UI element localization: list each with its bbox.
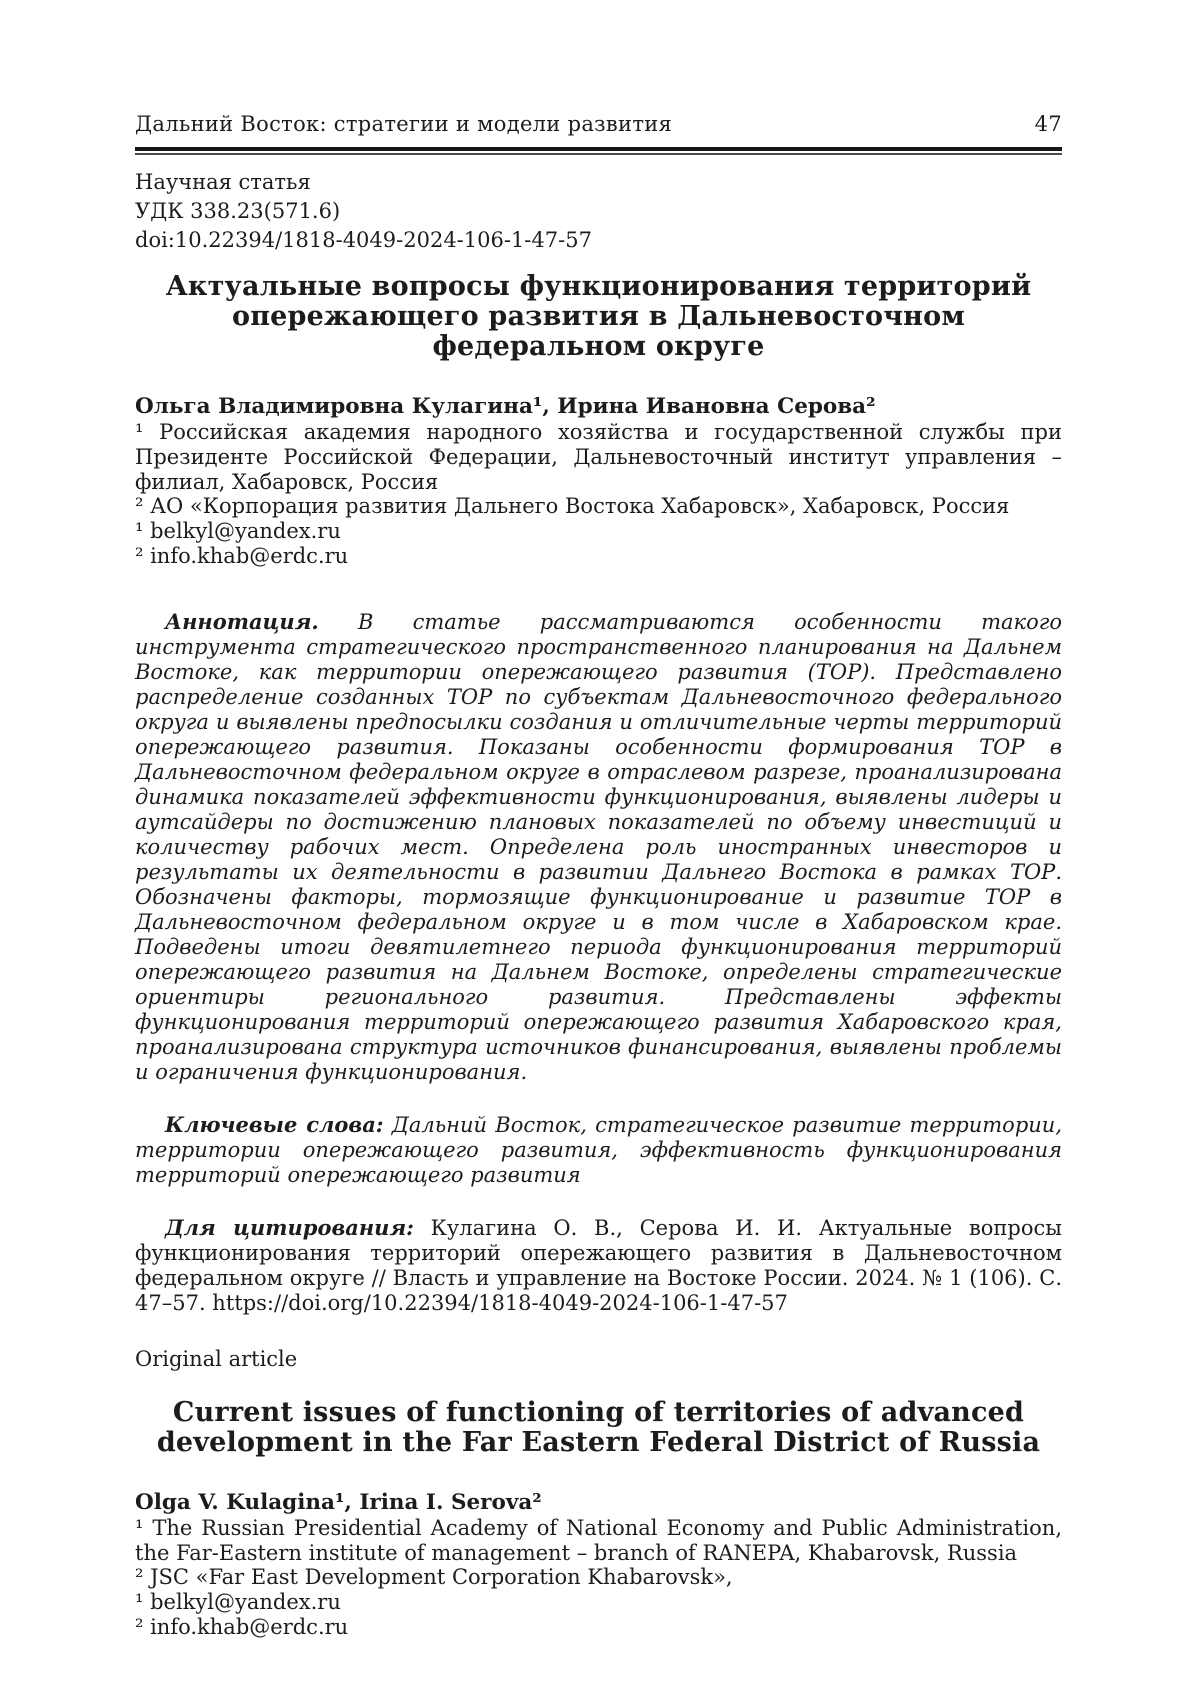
author-email-2: ² info.khab@erdc.ru xyxy=(135,543,349,568)
affiliation-ru-1: ¹ Российская академия народного хозяйства и государственной службы при Президенте Российской Федерации, Дальневосточный институт управления – филиал, Хабаровск, Россия xyxy=(135,420,1062,494)
article-title-ru xyxy=(135,272,1062,362)
citation xyxy=(135,1215,1062,1316)
article-type-en: Original article xyxy=(135,1346,298,1371)
abstract-label: Аннотация. xyxy=(165,608,319,634)
affiliations-en xyxy=(135,1516,1062,1640)
affiliations-ru xyxy=(135,420,1062,569)
citation-text: Кулагина О. В., Серова И. И. Актуальные вопросы функционирования территорий опережающего развития в Дальневосточном федеральном округе // Власть и управление на Востоке России. 2024. № 1 (106). С. 47–57. https://doi.org/10.22394/1818-4049-2024-106-1-47-57 xyxy=(135,1215,1062,1315)
keywords-text: Дальний Восток, стратегическое развитие территории, территории опережающего развития, эффективность функционирования территорий опережающего развития xyxy=(135,1112,1062,1187)
affiliation-ru-2: ² АО «Корпорация развития Дальнего Востока Хабаровск», Хабаровск, Россия xyxy=(135,494,1010,519)
running-head-title: Дальний Восток: стратегии и модели развития xyxy=(135,112,673,136)
affiliation-en-2: ² JSC «Far East Development Corporation Khabarovsk», xyxy=(135,1565,733,1590)
title-en-line-1: Current issues of functioning of territories of advanced xyxy=(172,1396,1025,1428)
author-email-en-2: ² info.khab@erdc.ru xyxy=(135,1614,349,1639)
title-ru-line-2: опережающего развития в Дальневосточном xyxy=(232,301,965,332)
title-ru-line-1: Актуальные вопросы функционирования территорий xyxy=(165,271,1032,302)
article-type-ru: Научная статья xyxy=(135,170,311,194)
page-number: 47 xyxy=(1034,112,1062,136)
running-head xyxy=(135,112,1062,136)
citation-label: Для цитирования: xyxy=(165,1214,414,1240)
keywords xyxy=(135,1112,1062,1188)
abstract xyxy=(135,609,1062,1085)
doi-line: doi:10.22394/1818-4049-2024-106-1-47-57 xyxy=(135,228,592,252)
udc-code: УДК 338.23(571.6) xyxy=(135,199,341,223)
article-meta xyxy=(135,168,1062,255)
title-ru-line-3: федеральном округе xyxy=(432,331,765,362)
abstract-text: В статье рассматриваются особенности такого инструмента стратегического пространственного планирования на Дальнем Востоке, как территории опережающего развития (ТОР). Представлено распределение созданных ТОР по субъектам Дальневосточного федерального округа и выявлены предпосылки создания и отличительные черты территорий опережающего развития. Показаны особенности формирования ТОР в Дальневосточном федеральном округе в отраслевом разрезе, проанализирована динамика показателей эффективности функционирования, выявлены лидеры и аутсайдеры по достижению плановых показателей по объему инвестиций и количеству рабочих мест. Определена роль иностранных инвесторов и результаты их деятельности в развитии Дальнего Востока в рамках ТОР. Обозначены факторы, тормозящие функционирование и развитие ТОР в Дальневосточном федеральном округе и в том числе в Хабаровском крае. Подведены итоги девятилетнего периода функционирования территорий опережающего развития на Дальнем Востоке, определены стратегические ориентиры регионального развития. Представлены эффекты функционирования территорий опережающего развития Хабаровского края, проанализирована структура источников финансирования, выявлены проблемы и ограничения функционирования. xyxy=(135,609,1062,1084)
author-email-1: ¹ belkyl@yandex.ru xyxy=(135,519,341,544)
article-title-en xyxy=(135,1398,1062,1458)
keywords-label: Ключевые слова: xyxy=(165,1111,384,1137)
authors-ru: Ольга Владимировна Кулагина¹, Ирина Ивановна Серова² xyxy=(135,394,876,419)
author-email-en-1: ¹ belkyl@yandex.ru xyxy=(135,1590,341,1615)
header-rule xyxy=(135,147,1062,155)
title-en-line-2: development in the Far Eastern Federal District of Russia xyxy=(156,1426,1041,1458)
affiliation-en-1: ¹ The Russian Presidential Academy of National Economy and Public Administration, the Far-Eastern institute of management – branch of RANEPA, Khabarovsk, Russia xyxy=(135,1515,1062,1565)
authors-en: Olga V. Kulagina¹, Irina I. Serova² xyxy=(135,1489,542,1515)
